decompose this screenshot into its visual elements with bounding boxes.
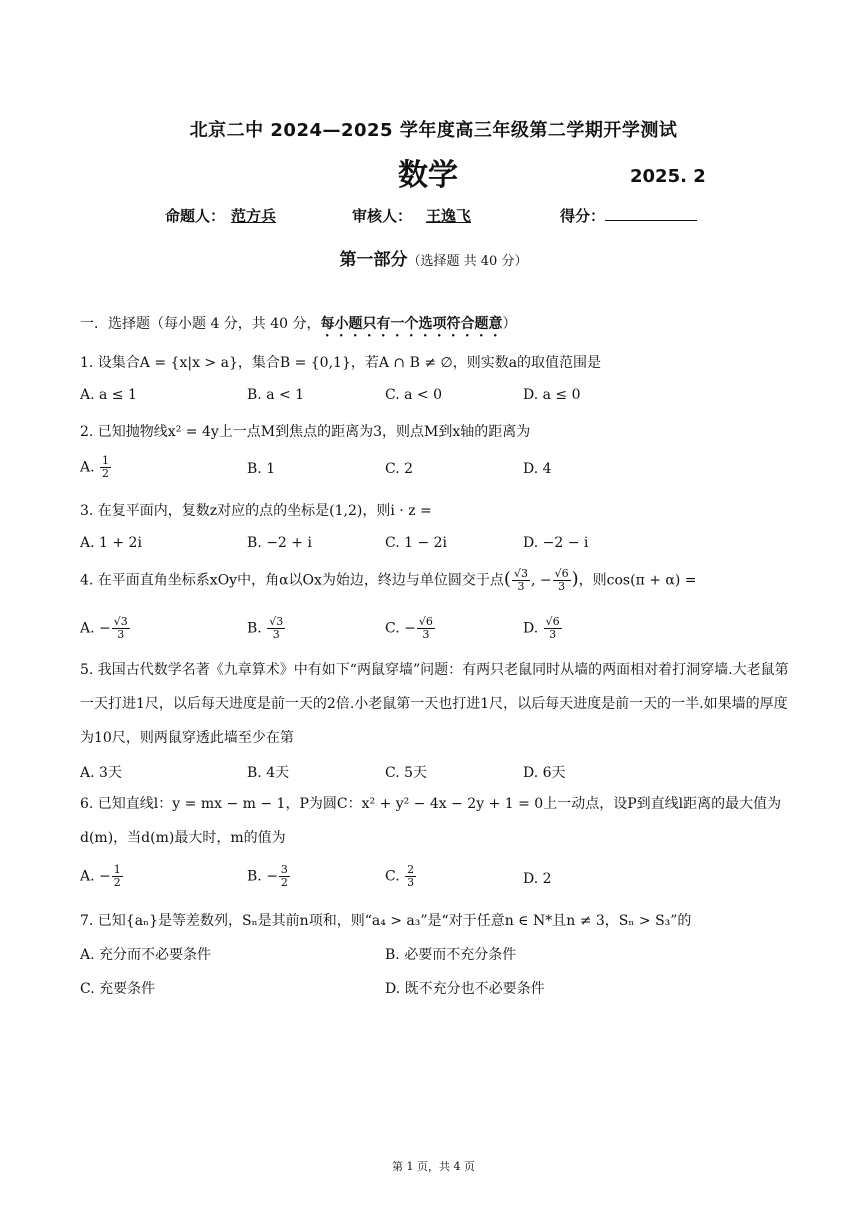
reviewer-name: 王逸飞 [426, 207, 472, 225]
part-note: （选择题 共 40 分） [407, 254, 528, 269]
part-heading [0, 245, 867, 270]
q6-option-d: D. 2 [523, 871, 552, 887]
q2-option-a-fraction: $\frac{1}{2}$ [102, 454, 110, 480]
question-5-stem: 5. 我国古代数学名著《九章算术》中有如下“两鼠穿墙”问题：有两只老鼠同时从墙的两面相对着打洞穿墙.大老鼠第一天打进1尺，以后每天进度是前一天的2倍.小老鼠第一天也打进1尺，以后每天进度是前一天的一半.如果墙的厚度为10尺，则两鼠穿透此墙至少在第 [80, 662, 789, 746]
q2-option-b: B. 1 [247, 461, 276, 477]
section-emphasis: 每小题只有一个选项符合题意 [320, 316, 503, 332]
q2-option-d: D. 4 [523, 461, 552, 477]
q7-option-b: B. 必要而不充分条件 [385, 947, 517, 963]
q5-option-d: D. 6天 [523, 765, 566, 781]
section-intro: 一．选择题（每小题 4 分，共 40 分， [80, 316, 321, 332]
q1-option-b: B. a < 1 [247, 387, 305, 403]
reviewer-info [352, 205, 485, 226]
q3-option-d: D. −2 − i [523, 535, 589, 551]
setter-name: 范方兵 [231, 207, 277, 225]
q4-stem-post: ，则cos(π + α) = [578, 572, 697, 589]
question-4-stem: 4. 在平面直角坐标系xOy中，角α以Ox为始边，终边与单位圆交于点( $\frac{√3}{3}$ , − $\frac{√6}{3}$ )，则cos(π + α) = [80, 567, 697, 593]
page-footer: 第 1 页，共 4 页 [392, 1160, 475, 1173]
q3-option-b: B. −2 + i [247, 535, 312, 551]
exam-date: 2025. 2 [630, 166, 706, 187]
q4-option-c: C. − $\frac{√6}{3}$ [385, 615, 433, 641]
q4-stem-pre: 4. 在平面直角坐标系xOy中，角α以Ox为始边，终边与单位圆交于点 [80, 572, 504, 589]
q1-option-c: C. a < 0 [385, 387, 442, 403]
part-title: 第一部分 [339, 250, 408, 270]
question-7-stem: 7. 已知{aₙ}是等差数列，Sₙ是其前n项和，则“a₄ > a₃”是“对于任意n ∈ N*且n ≠ 3，Sₙ > S₃”的 [80, 913, 692, 929]
section-heading [80, 313, 517, 340]
score-blank[interactable] [605, 206, 697, 221]
reviewer-label: 审核人： [352, 207, 413, 225]
q1-option-d: D. a ≤ 0 [523, 387, 581, 403]
section-close: ） [502, 316, 517, 332]
q2-option-c: C. 2 [385, 461, 414, 477]
score-label: 得分： [560, 207, 606, 225]
subject-title: 数学 [398, 158, 458, 193]
q5-option-c: C. 5天 [385, 765, 428, 781]
q2-option-a-label: A. [80, 459, 100, 476]
q3-option-c: C. 1 − 2i [385, 535, 448, 551]
q1-option-a: A. a ≤ 1 [80, 387, 137, 403]
exam-title: 北京二中 2024—2025 学年度高三年级第二学期开学测试 [189, 120, 678, 141]
setter-info [165, 205, 282, 226]
question-6-stem: 6. 已知直线l：y = mx − m − 1，P为圆C：x² + y² − 4x − 2y + 1 = 0上一动点，设P到直线l距离的最大值为d(m)，当d(m)最大时，m的值为 [80, 796, 782, 846]
q3-option-a: A. 1 + 2i [80, 535, 142, 551]
question-1-stem: 1. 设集合A = {x|x > a}，集合B = {0,1}，若A ∩ B ≠ ∅，则实数a的取值范围是 [80, 355, 602, 371]
q6-option-b: B. − $\frac{3}{2}$ [247, 863, 288, 889]
score-info [560, 205, 697, 226]
q2-option-a [80, 455, 112, 480]
q6-option-c: C. $\frac{2}{3}$ [385, 863, 415, 889]
question-2-stem: 2. 已知抛物线x² = 4y上一点M到焦点的距离为3，则点M到x轴的距离为 [80, 424, 531, 440]
q4-option-b: B. $\frac{√3}{3}$ [247, 615, 284, 641]
q4-option-a: A. − $\frac{√3}{3}$ [80, 615, 128, 641]
q4-point-sep: , − [530, 572, 552, 589]
q7-option-a: A. 充分而不必要条件 [80, 947, 212, 963]
q4-point-x: $\frac{√3}{3}$ [513, 567, 528, 593]
q4-option-d: D. $\frac{√6}{3}$ [523, 615, 560, 641]
setter-label: 命题人： [165, 207, 226, 225]
q5-option-a: A. 3天 [80, 765, 122, 781]
q5-option-b: B. 4天 [247, 765, 290, 781]
q4-point-y: $\frac{√6}{3}$ [554, 567, 569, 593]
q7-option-d: D. 既不充分也不必要条件 [385, 981, 545, 997]
q7-option-c: C. 充要条件 [80, 981, 156, 997]
question-3-stem: 3. 在复平面内，复数z对应的点的坐标是(1,2)，则i · z = [80, 503, 432, 519]
q6-option-a: A. − $\frac{1}{2}$ [80, 863, 121, 889]
